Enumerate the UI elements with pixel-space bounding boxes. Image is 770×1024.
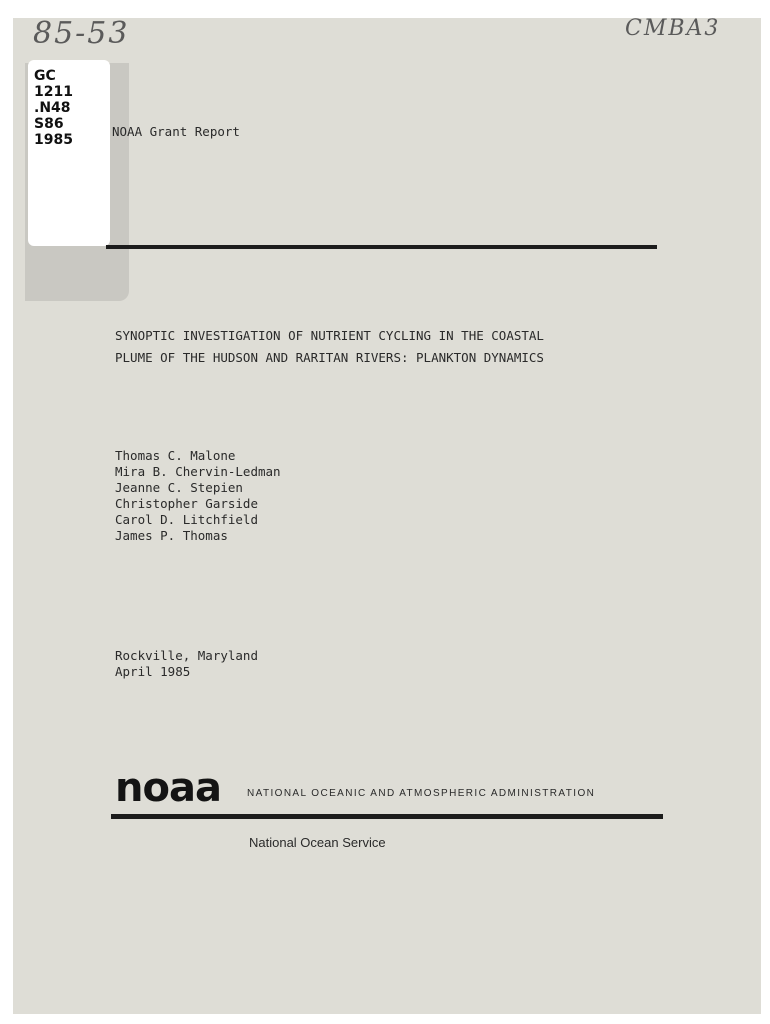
call-number-line: 1211 <box>34 84 73 100</box>
report-type: NOAA Grant Report <box>112 124 240 139</box>
call-number-label <box>28 60 110 246</box>
call-number-line: GC <box>34 68 56 84</box>
call-number-line: .N48 <box>34 100 71 116</box>
publication-date: April 1985 <box>115 664 191 679</box>
call-number-line: 1985 <box>34 132 73 148</box>
bottom-divider <box>111 814 663 819</box>
publication-place: Rockville, Maryland <box>115 648 258 663</box>
service-name: National Ocean Service <box>249 835 386 850</box>
author-name: Christopher Garside <box>115 496 258 511</box>
title-line-2: PLUME OF THE HUDSON AND RARITAN RIVERS: PLANKTON DYNAMICS <box>115 350 544 365</box>
author-name: Mira B. Chervin-Ledman <box>115 464 281 479</box>
handwritten-accession-number: 85-53 <box>33 18 130 51</box>
call-number-line: S86 <box>34 116 64 132</box>
report-cover-page <box>13 18 761 1014</box>
author-name: James P. Thomas <box>115 528 228 543</box>
noaa-logo: noaa <box>115 765 221 811</box>
agency-name: NATIONAL OCEANIC AND ATMOSPHERIC ADMINISTRATION <box>247 788 596 799</box>
author-name: Jeanne C. Stepien <box>115 480 243 495</box>
author-name: Thomas C. Malone <box>115 448 236 463</box>
top-divider <box>106 245 657 249</box>
author-name: Carol D. Litchfield <box>115 512 258 527</box>
handwritten-code: CMBA3 <box>625 18 721 41</box>
title-line-1: SYNOPTIC INVESTIGATION OF NUTRIENT CYCLING IN THE COASTAL <box>115 328 544 343</box>
